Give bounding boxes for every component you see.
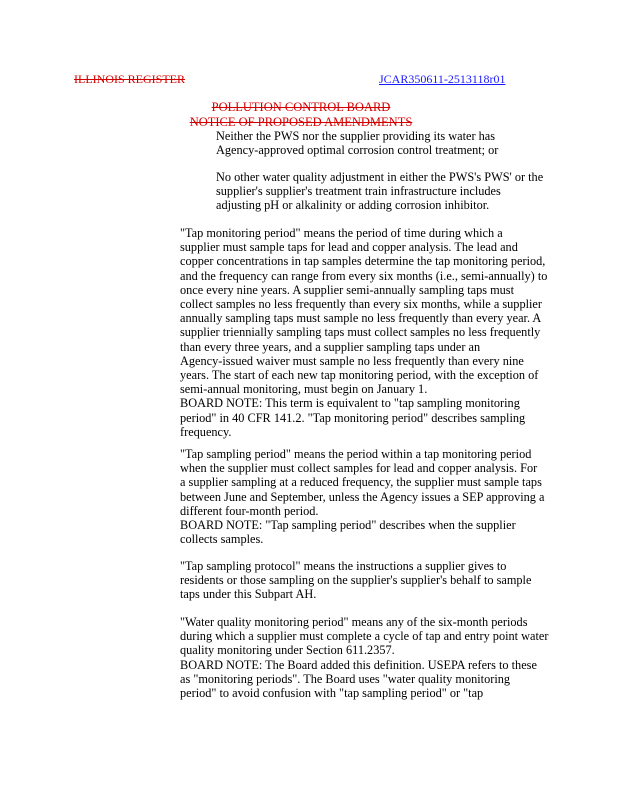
text-line: Agency-issued waiver must sample no less frequently than every nine (180, 353, 524, 368)
text-line: BOARD NOTE: This term is equivalent to "tap sampling monitoring (180, 396, 520, 411)
text-line: years. The start of each new tap monitoring period, with the exception of (180, 368, 539, 383)
text-line: supplier's supplier's treatment train infrastructure includes (216, 184, 501, 199)
text-line: different four-month period. (180, 503, 319, 518)
text-line: during which a supplier must complete a cycle of tap and entry point water (180, 629, 549, 644)
text-line: Neither the PWS nor the supplier providing its water has (216, 129, 496, 143)
text-line: frequency. (180, 424, 232, 439)
text-line: between June and September, unless the Agency issues a SEP approving a (180, 489, 545, 504)
text-line: annually sampling taps must sample no less frequently than every year. A (180, 311, 542, 326)
text-line: supplier must sample taps for lead and copper analysis. The lead and (180, 240, 518, 255)
text-line: quality monitoring under Section 611.2357. (180, 643, 395, 658)
text-line: once every nine years. A supplier semi-annually sampling taps must (180, 282, 514, 297)
text-line: supplier triennially sampling taps must collect samples no less frequently (180, 325, 541, 340)
text-line: semi-annual monitoring, must begin on January 1. (180, 382, 428, 397)
text-line: as "monitoring periods". The Board uses "water quality monitoring (180, 671, 511, 686)
text-line: period" in 40 CFR 141.2. "Tap monitoring period" describes sampling (180, 410, 526, 425)
text-line: No other water quality adjustment in either the PWS's PWS' or the (216, 170, 544, 184)
text-line: copper concentrations in tap samples determine the tap monitoring period, (180, 254, 546, 269)
paragraph-1 (216, 129, 498, 157)
paragraph-6 (180, 615, 548, 700)
text-line: BOARD NOTE: The Board added this definition. USEPA refers to these (180, 657, 537, 672)
text-line: "Tap monitoring period" means the period of time during which a (180, 226, 503, 240)
notice-title: NOTICE OF PROPOSED AMENDMENTS (189, 115, 413, 129)
paragraph-2 (216, 170, 543, 213)
header-right: JCAR350611-2513118r01 (379, 72, 506, 86)
text-line: collects samples. (180, 532, 264, 547)
text-line: "Tap sampling protocol" means the instructions a supplier gives to (180, 559, 507, 573)
text-line: a supplier sampling at a reduced frequency, the supplier must sample taps (180, 475, 542, 490)
text-line: "Water quality monitoring period" means any of the six-month periods (180, 615, 528, 629)
text-line: adjusting pH or alkalinity or adding corrosion inhibitor. (216, 198, 490, 213)
paragraph-3 (180, 226, 547, 439)
header-left: ILLINOIS REGISTER (74, 72, 185, 86)
text-line: "Tap sampling period" means the period within a tap monitoring period (180, 447, 532, 461)
text-line: collect samples no less frequently than every six months, while a supplier (180, 297, 542, 312)
text-line: taps under this Subpart AH. (180, 587, 317, 602)
text-line: when the supplier must collect samples for lead and copper analysis. For (180, 461, 538, 476)
text-line: BOARD NOTE: "Tap sampling period" describes when the supplier (180, 518, 516, 533)
text-line: residents or those sampling on the supplier's supplier's behalf to sample (180, 573, 532, 588)
text-line: Agency-approved optimal corrosion control treatment; or (216, 143, 499, 158)
paragraph-5 (180, 559, 531, 602)
paragraph-4 (180, 447, 544, 546)
text-line: than every three years, and a supplier sampling taps under an (180, 339, 481, 354)
agency-title: POLLUTION CONTROL BOARD (211, 100, 391, 114)
text-line: and the frequency can range from every six months (i.e., semi-annually) to (180, 268, 548, 283)
text-line: period" to avoid confusion with "tap sampling period" or "tap (180, 686, 484, 701)
